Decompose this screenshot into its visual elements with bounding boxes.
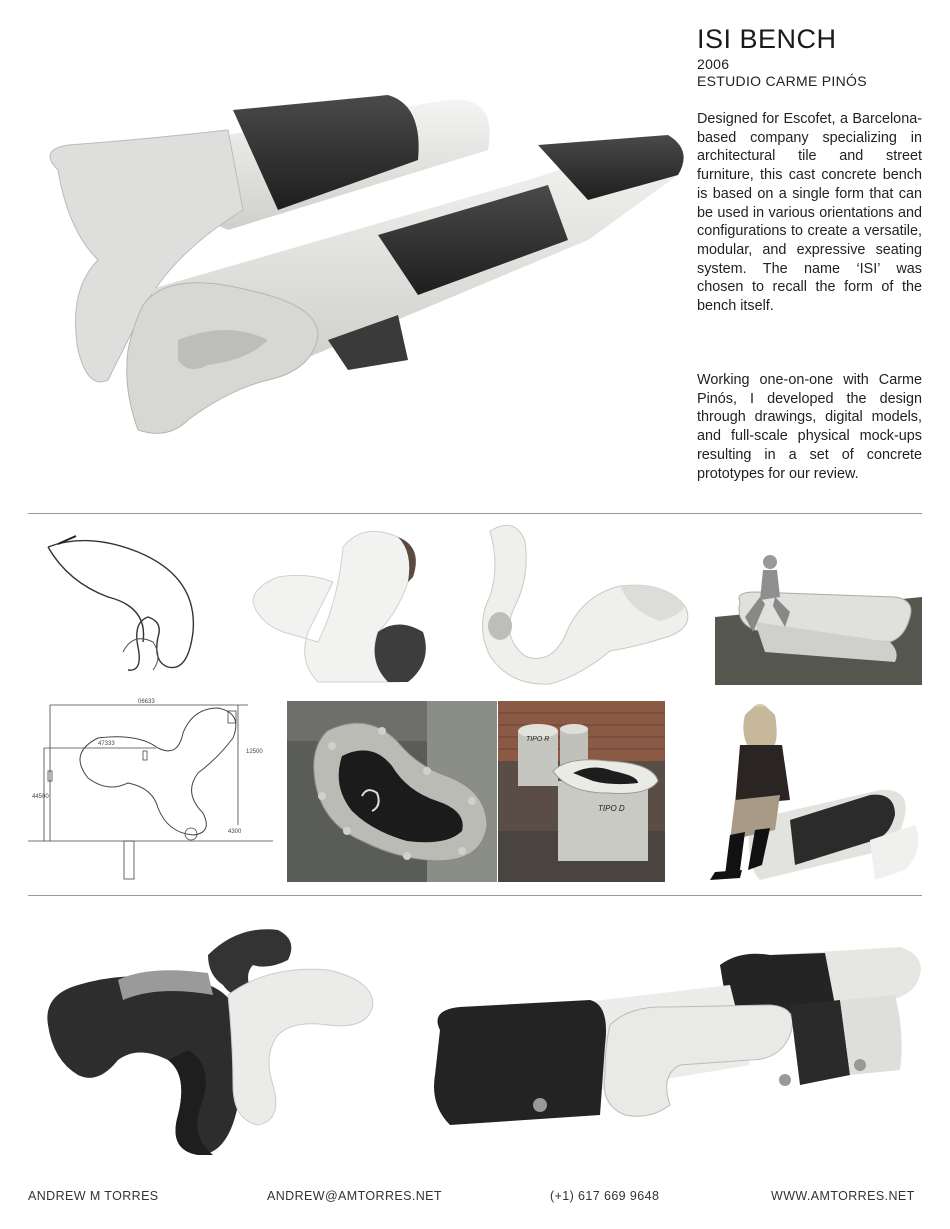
footer-website-link[interactable]: WWW.AMTORRES.NET [771,1189,915,1203]
dimension-label-left: 44500 [32,794,49,800]
mold-label-tipo-d: TIPO D [598,804,625,813]
dimension-label-inner: 47333 [98,741,115,747]
description-paragraph-2: Working one-on-one with Carme Pinós, I developed the design through drawings, digital models, and full-scale physical mock-ups resulting in a set of concrete prototypes for our review. [697,372,922,482]
project-year: 2006 [697,56,730,72]
prototype-photo-dark-white [38,925,378,1160]
prototype-photo-long-bench [430,945,922,1135]
mold-photo-1 [287,701,497,882]
description-paragraph-1: Designed for Escofet, a Barcelona-based company specializing in architectural tile and street furniture, this cast concrete bench is based on a single form that can be used in various orientations and configurations to create a versatile, modular, and expressive seating system. The name ‘ISI’ was chosen to recall the form of the bench itself. [697,111,922,315]
divider-top [28,513,922,514]
dimension-label-right: 12500 [246,749,263,755]
footer-email-link[interactable]: ANDREW@AMTORRES.NET [267,1189,442,1203]
mold-label-tipo-r: TIPO R [526,736,550,743]
dimension-label-top: 06633 [138,699,155,705]
hero-bench-photo [28,90,690,450]
sketch-drawing [28,522,223,677]
footer-phone: (+1) 617 669 9648 [550,1189,660,1203]
foam-model-photo-2 [470,516,698,688]
project-studio: ESTUDIO CARME PINÓS [697,73,867,89]
foam-model-photo-1 [248,522,448,687]
dimension-label-small: 4300 [228,829,242,835]
technical-drawing [28,693,276,885]
project-title: ISI BENCH [697,24,837,54]
footer-name: ANDREW M TORRES [28,1189,159,1203]
divider-bottom [28,895,922,896]
render-with-figure [715,522,922,685]
mold-photo-2 [498,701,665,882]
woman-on-bench-photo [700,700,922,882]
